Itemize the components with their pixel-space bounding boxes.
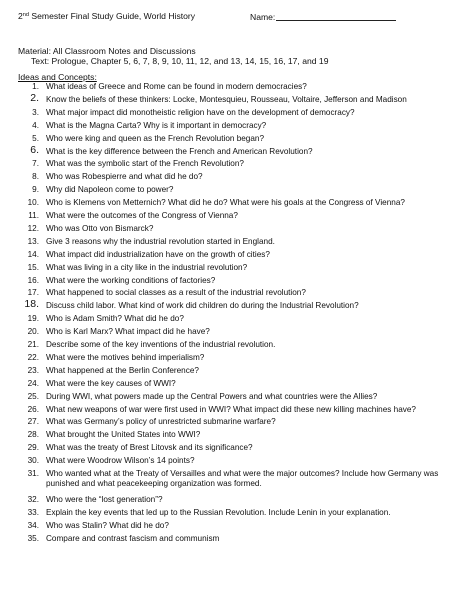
question-number: 5. (32, 133, 39, 143)
question-text: What were the working conditions of factories? (46, 275, 216, 285)
question-text: What happened to social classes as a result of the industrial revolution? (46, 288, 306, 298)
text-chapters-line: Text: Prologue, Chapter 5, 6, 7, 8, 9, 10, 11, 12, and 13, 14, 15, 16, 17, and 19 (31, 56, 329, 66)
question-text: Give 3 reasons why the industrial revolution started in England. (46, 236, 275, 246)
title-ordinal-suffix: nd (22, 12, 30, 18)
question-text: Discuss child labor. What kind of work did children do during the Industrial Revolution? (46, 301, 359, 311)
question-number: 30. (27, 456, 39, 466)
question-text: What was living in a city like in the industrial revolution? (46, 262, 248, 272)
question-number: 7. (32, 159, 39, 169)
question-number: 35. (27, 533, 39, 543)
question-text: Compare and contrast fascism and communism (46, 533, 220, 543)
question-number: 1. (32, 82, 39, 91)
question-number: 16. (27, 275, 39, 285)
question-number: 21. (27, 340, 39, 349)
question-number: 10. (27, 198, 39, 208)
title-rest: Semester Final Study Guide, World History (29, 11, 196, 21)
question-number: 24. (27, 378, 39, 388)
question-number: 13. (27, 236, 39, 246)
question-text: What impact did industrialization have on the growth of cities? (46, 249, 270, 259)
question-number: 12. (27, 223, 39, 233)
question-text: Who was Robespierre and what did he do? (46, 172, 203, 182)
question-text: What is the key difference between the French and American Revolution? (46, 146, 313, 156)
material-line: Material: All Classroom Notes and Discussions (18, 46, 196, 56)
question-text: Who were king and queen as the French Revolution began? (46, 133, 265, 143)
question-text: Why did Napoleon come to power? (46, 185, 174, 195)
question-number: 2. (30, 91, 39, 104)
question-text: What was the symbolic start of the French Revolution? (46, 159, 244, 169)
question-text: What were Woodrow Wilson’s 14 points? (46, 456, 195, 466)
question-text: During WWI, what powers made up the Central Powers and what countries were the Allies? (46, 391, 378, 401)
question-text: Who was Stalin? What did he do? (46, 520, 169, 530)
question-text: What is the Magna Carta? Why is it important in democracy? (46, 120, 267, 130)
question-number: 29. (27, 443, 39, 453)
question-text: What brought the United States into WWI? (46, 430, 201, 440)
section-heading: Ideas and Concepts: (18, 72, 97, 82)
question-text: Who is Adam Smith? What did he do? (46, 314, 184, 324)
question-number: 27. (27, 417, 39, 427)
question-text: What major impact did monotheistic religion have on the development of democracy? (46, 107, 355, 117)
question-text: What were the key causes of WWI? (46, 378, 176, 388)
question-number: 6. (30, 143, 39, 156)
question-number: 20. (27, 327, 39, 337)
name-field (250, 11, 396, 23)
question-number: 8. (32, 172, 39, 182)
question-text: What was Germany’s policy of unrestricted submarine warfare? (46, 417, 276, 427)
question-text: Who is Karl Marx? What impact did he have? (46, 327, 210, 337)
question-text: Describe some of the key inventions of the industrial revolution. (46, 340, 276, 349)
question-text: Who is Klemens von Metternich? What did he do? What were his goals at the Congress of Vienna? (46, 198, 405, 208)
question-text: Know the beliefs of these thinkers: Locke, Montesquieu, Rousseau, Voltaire, Jefferson and Madison (46, 94, 407, 104)
question-text: Who were the “lost generation”? (46, 494, 163, 504)
name-label: Name: (250, 12, 276, 22)
question-number: 11. (28, 211, 39, 220)
question-number: 18. (24, 298, 39, 311)
question-number: 15. (27, 262, 39, 272)
question-number: 23. (27, 365, 39, 375)
question-text: What were the outcomes of the Congress of Vienna? (46, 211, 238, 220)
material-block (18, 46, 329, 66)
question-number: 3. (32, 107, 39, 117)
question-number: 32. (27, 494, 39, 504)
question-number: 31. (27, 469, 39, 478)
question-number: 22. (27, 352, 39, 362)
question-number: 9. (32, 185, 39, 195)
question-number: 17. (27, 288, 39, 298)
question-number: 19. (27, 314, 39, 324)
question-text: Who wanted what at the Treaty of Versailles and what were the major outcomes? Include how Germany was punished and what peacekeeping organization was formed. (46, 469, 439, 489)
question-text: What happened at the Berlin Conference? (46, 365, 199, 375)
question-text: What ideas of Greece and Rome can be found in modern democracies? (46, 82, 307, 91)
question-text: What was the treaty of Brest Litovsk and its significance? (46, 443, 253, 453)
question-text: Who was Otto von Bismarck? (46, 223, 154, 233)
title-prefix: 2 (18, 11, 23, 21)
question-number: 14. (27, 249, 39, 259)
question-number: 25. (27, 391, 39, 401)
document-title (18, 11, 195, 22)
question-number: 34. (27, 520, 39, 530)
name-blank-line (276, 11, 396, 21)
question-number: 28. (27, 430, 39, 440)
question-number: 33. (27, 507, 39, 517)
question-number: 4. (32, 120, 39, 130)
question-text: Explain the key events that led up to the Russian Revolution. Include Lenin in your explanation. (46, 507, 391, 517)
question-text: What new weapons of war were first used in WWI? What impact did these new killing machines have? (46, 404, 416, 414)
question-number: 26. (27, 404, 39, 414)
question-text: What were the motives behind imperialism? (46, 352, 205, 362)
